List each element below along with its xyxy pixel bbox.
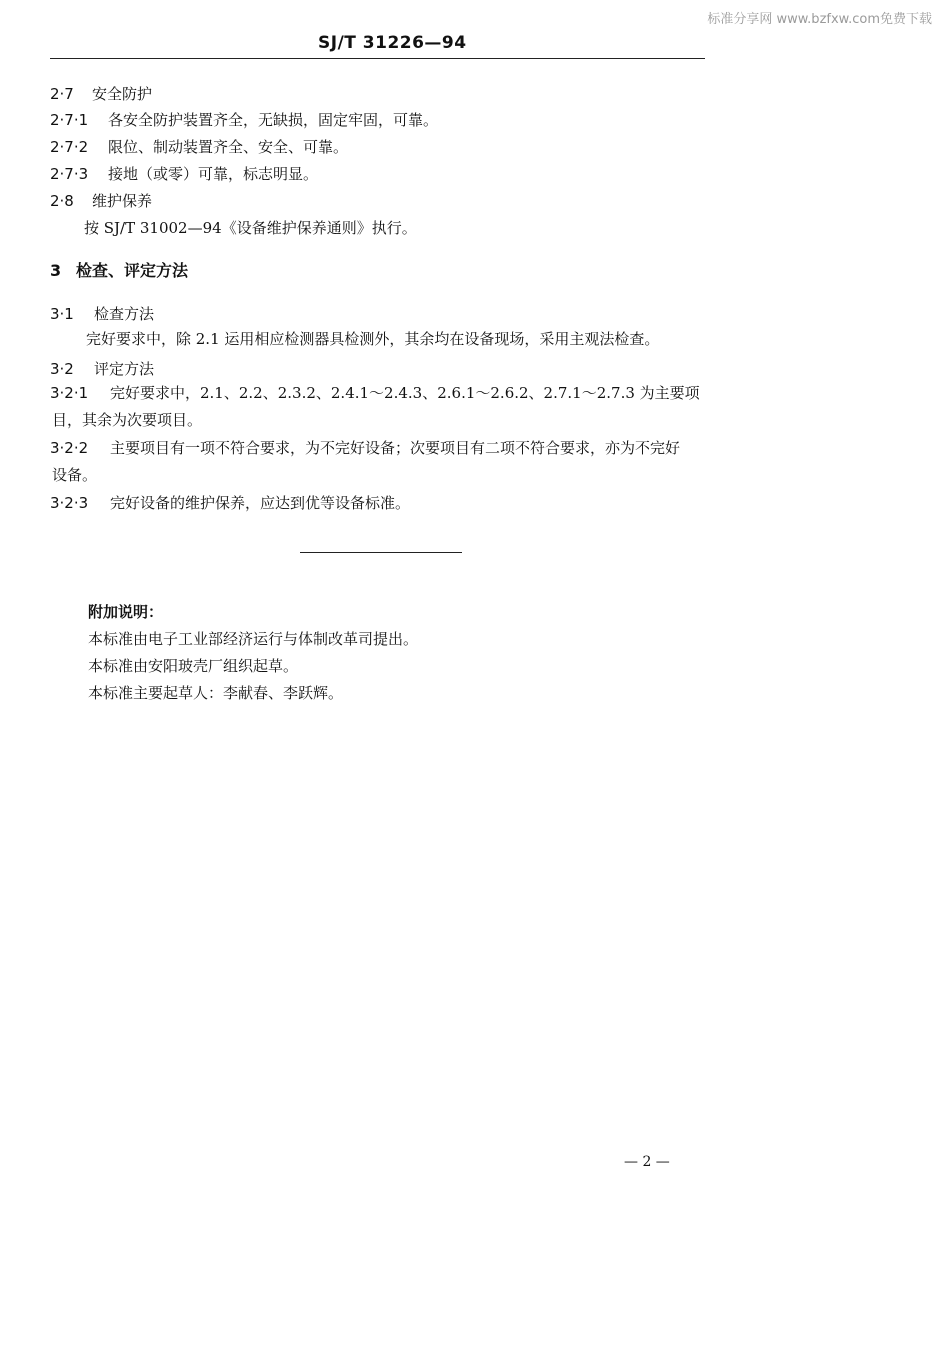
- section-number: 3·2·2: [50, 439, 89, 457]
- section-number: 2·8: [50, 192, 74, 210]
- section-text: 各安全防护装置齐全，无缺损，固定牢固，可靠。: [108, 111, 439, 129]
- section-2-7: [50, 84, 152, 104]
- section-2-8: [50, 191, 152, 211]
- page-number: — 2 —: [624, 1154, 670, 1170]
- section-title: 检查方法: [94, 305, 155, 323]
- section-number: 3·1: [50, 305, 74, 323]
- section-title: 评定方法: [94, 360, 155, 378]
- section-2-8-body: 按 SJ/T 31002—94《设备维护保养通则》执行。: [84, 219, 417, 237]
- section-2-7-2: [50, 137, 348, 157]
- section-number: 2·7·3: [50, 165, 89, 183]
- section-3-2: [50, 359, 154, 379]
- section-3-2-1: [50, 383, 700, 403]
- section-title: 检查、评定方法: [76, 261, 189, 280]
- section-text: 接地（或零）可靠，标志明显。: [108, 165, 319, 183]
- section-2-7-1: [50, 110, 438, 130]
- section-3: [50, 261, 188, 281]
- section-3-2-1-continued: 目，其余为次要项目。: [52, 411, 203, 429]
- notes-title: 附加说明：: [88, 603, 164, 621]
- section-3-2-2-continued: 设备。: [52, 466, 98, 484]
- standard-code-header: SJ/T 31226—94: [318, 33, 467, 53]
- section-number: 3·2·1: [50, 384, 89, 402]
- section-text-line-1: 完好要求中，2.1、2.2、2.3.2、2.4.1～2.4.3、2.6.1～2.6.2、2.7.1～2.7.3 为主要项: [110, 384, 700, 402]
- section-number: 3: [50, 261, 62, 280]
- section-title: 安全防护: [92, 85, 153, 103]
- section-text: 完好设备的维护保养，应达到优等设备标准。: [110, 494, 411, 512]
- section-number: 2·7·2: [50, 138, 89, 156]
- section-text: 限位、制动装置齐全、安全、可靠。: [108, 138, 349, 156]
- section-3-1-body: 完好要求中，除 2.1 运用相应检测器具检测外，其余均在设备现场，采用主观法检查。: [86, 330, 660, 348]
- section-number: 2·7·1: [50, 111, 89, 129]
- section-number: 3·2: [50, 360, 74, 378]
- section-text-line-1: 主要项目有一项不符合要求，为不完好设备；次要项目有二项不符合要求，亦为不完好: [110, 439, 681, 457]
- section-2-7-3: [50, 164, 318, 184]
- section-title: 维护保养: [92, 192, 153, 210]
- section-3-2-2: [50, 438, 680, 458]
- note-item: 本标准由电子工业部经济运行与体制改革司提出。: [88, 630, 419, 648]
- section-number: 3·2·3: [50, 494, 89, 512]
- section-divider: [300, 552, 462, 553]
- header-rule: [50, 58, 705, 59]
- note-item: 本标准由安阳玻壳厂组织起草。: [88, 657, 299, 675]
- watermark: 标准分享网 www.bzfxw.com免费下载: [707, 12, 932, 27]
- note-item: 本标准主要起草人：李献春、李跃辉。: [88, 684, 344, 702]
- section-3-2-3: [50, 493, 410, 513]
- section-number: 2·7: [50, 85, 74, 103]
- section-3-1: [50, 304, 154, 324]
